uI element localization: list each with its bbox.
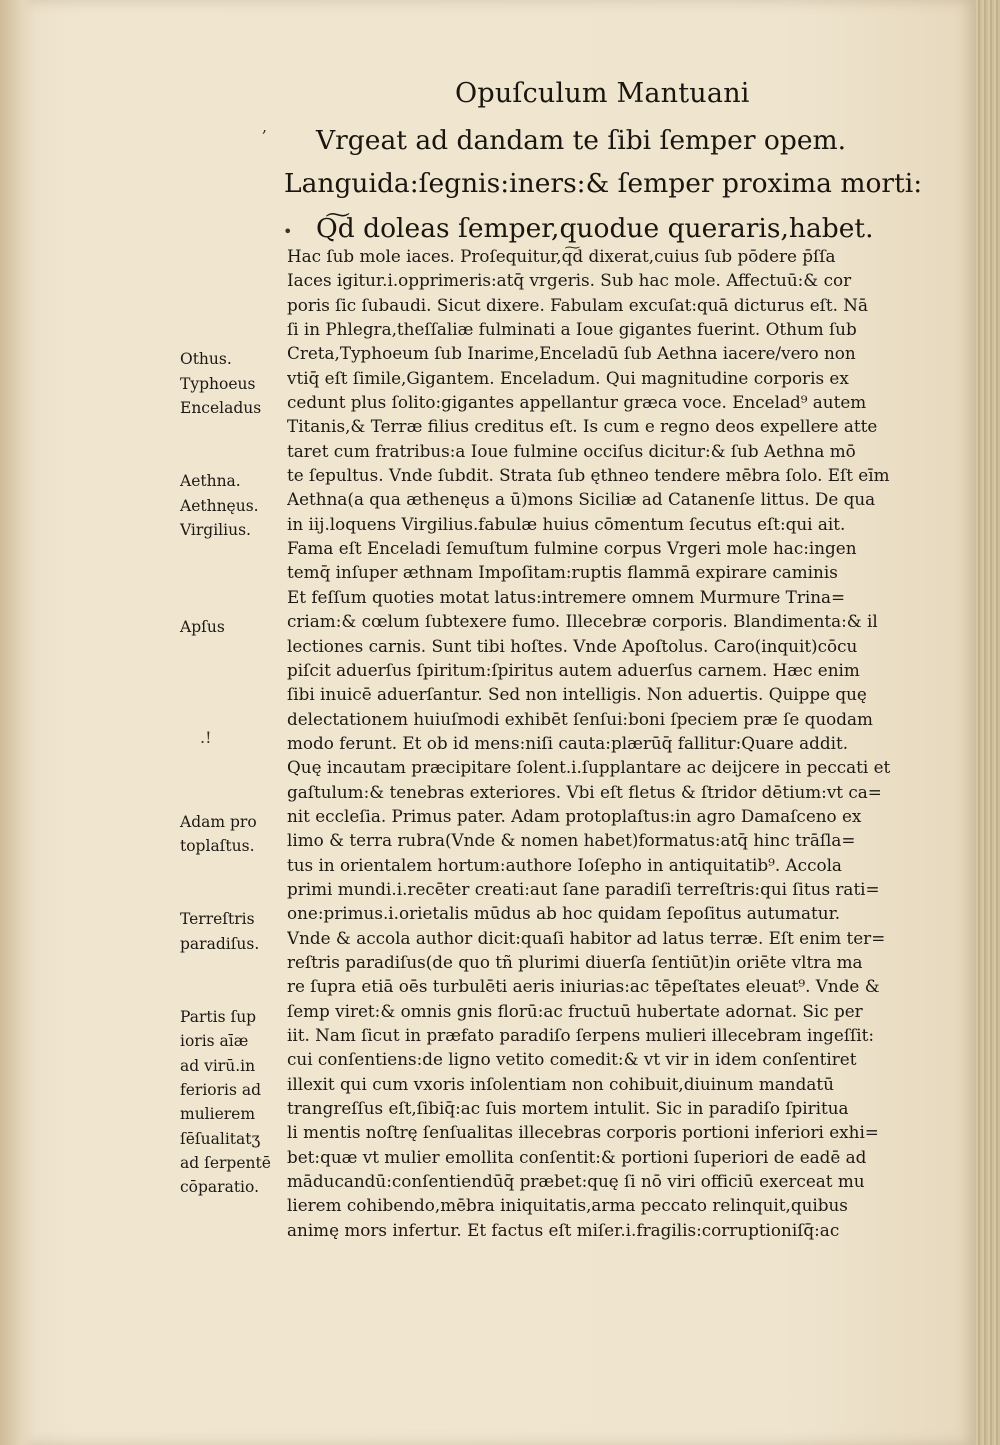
running-header: Opuſculum Mantuani bbox=[455, 78, 750, 109]
margin-note bbox=[180, 1005, 290, 1200]
page-edges bbox=[975, 0, 1000, 1445]
margin-note-line: ferioris ad bbox=[180, 1080, 262, 1099]
text-line: reſtris paradiſus(de quo tñ plurimi diuerſa ſentiūt)in oriēte vltra ma bbox=[287, 951, 863, 972]
text-line: temq̄ inſuper æthnam Impoſitam:ruptis flammā expirare caminis bbox=[287, 562, 838, 583]
text-line: limo & terra rubra(Vnde & nomen habet)formatus:atq̄ hinc trāſla= bbox=[287, 830, 856, 851]
text-line: Quę incautam præcipitare ſolent.i.ſupplantare ac deijcere in peccati et bbox=[287, 757, 891, 778]
printer-mark: , bbox=[262, 117, 268, 136]
text-line: primi mundi.i.recēter creati:aut ſane paradiſi terreſtris:qui ſitus rati= bbox=[287, 878, 880, 899]
text-line: trangreſſus eſt,ſibiq̄:ac ſuis mortem intulit. Sic in paradiſo ſpiritua bbox=[287, 1098, 849, 1119]
margin-note bbox=[180, 469, 290, 493]
text-line: Aethna(a qua æthenęus a ū)mons Siciliæ ad Catanenſe littus. De qua bbox=[287, 489, 876, 510]
margin-note-line: ioris aīæ bbox=[180, 1032, 249, 1051]
text-line: vtiq̄ eſt ſimile,Gigantem. Enceladum. Qui magnitudine corporis ex bbox=[287, 367, 849, 388]
text-line: one:primus.i.orietalis mūdus ab hoc quidam ſepoſitus autumatur. bbox=[287, 903, 841, 924]
text-line: lierem cohibendo,mēbra iniquitatis,arma peccato relinquit,quibus bbox=[287, 1195, 848, 1216]
text-line: Titanis,& Terræ filius creditus eſt. Is cum e regno deos expellere atte bbox=[287, 416, 878, 437]
text-line: lectiones carnis. Sunt tibi hoſtes. Vnde Apoſtolus. Caro(inquit)cōcu bbox=[287, 635, 858, 656]
text-line: illexit qui cum vxoris inſolentiam non cohibuit,diuinum mandatū bbox=[287, 1073, 834, 1094]
text-line: delectationem huiuſmodi exhibēt ſenſui:boni ſpeciem præ ſe quodam bbox=[287, 708, 873, 729]
text-line: Iaces igitur.i.opprimeris:atq̄ vrgeris. Sub hac mole. Affectuū:& cor bbox=[287, 270, 852, 291]
margin-note-line: Othus. bbox=[180, 350, 232, 369]
text-line: cui conſentiens:de ligno vetito comedit:& vt vir in idem conſentiret bbox=[287, 1049, 857, 1070]
text-line: animę mors infertur. Et factus eſt miſer.i.fragilis:corruptioniſq̄:ac bbox=[287, 1219, 840, 1240]
margin-note-line: Partis ſup bbox=[180, 1007, 257, 1026]
text-line: criam:& cœlum ſubtexere fumo. Illecebræ corporis. Blandimenta:& il bbox=[287, 611, 878, 632]
margin-note bbox=[180, 347, 290, 371]
printer-mark: • bbox=[283, 222, 293, 241]
margin-note-line: Apſus bbox=[180, 618, 225, 637]
text-line: ſemp viret:& omnis gnis florū:ac fructuū hubertate adornat. Sic per bbox=[287, 1000, 863, 1021]
text-line: Fama eſt Enceladi ſemuſtum fulmine corpus Vrgeri mole hac:ingen bbox=[287, 538, 857, 559]
text-line: piſcit aduerſus ſpiritum:ſpiritus autem aduerſus carnem. Hæc enim bbox=[287, 659, 860, 680]
margin-note-line: ad ſerpentē bbox=[180, 1153, 271, 1172]
margin-note bbox=[180, 396, 290, 420]
commentary-text bbox=[287, 244, 927, 1242]
printer-mark: .! bbox=[200, 728, 212, 747]
margin-note bbox=[180, 494, 290, 518]
text-line: te ſepultus. Vnde ſubdit. Strata ſub ęthneo tendere mēbra ſolo. Eſt eīm bbox=[287, 465, 890, 486]
margin-note bbox=[180, 810, 290, 859]
verse-line-2: Languida:ſegnis:iners:& ſemper proxima morti: bbox=[284, 168, 923, 199]
margin-note-line: ſēſualitatʒ bbox=[180, 1129, 261, 1148]
verse-line-1: Vrgeat ad dandam te ſibi ſemper opem. bbox=[316, 125, 847, 156]
text-line: gaſtulum:& tenebras exteriores. Vbi eſt fletus & ſtridor dētium:vt ca= bbox=[287, 781, 882, 802]
margin-note-line: Aethnęus. bbox=[180, 496, 259, 515]
text-line: Creta,Typhoeum ſub Inarime,Enceladū ſub Aethna iacere/vero non bbox=[287, 343, 856, 364]
margin-note-line: Adam pro bbox=[180, 813, 257, 832]
margin-note-line: Enceladus bbox=[180, 399, 262, 418]
margin-note-line: Typhoeus bbox=[180, 374, 256, 393]
text-line: nit eccleſia. Primus pater. Adam protoplaſtus:in agro Damaſceno ex bbox=[287, 805, 862, 826]
text-line: poris ſic ſubaudi. Sicut dixere. Fabulam excuſat:quā dicturus eſt. Nā bbox=[287, 294, 868, 315]
text-line: taret cum fratribus:a Ioue fulmine occiſus dicitur:& ſub Aethna mō bbox=[287, 440, 856, 461]
text-line: ſibi inuicē aduerſantur. Sed non intelligis. Non aduertis. Quippe quę bbox=[287, 684, 867, 705]
margin-note bbox=[180, 518, 290, 542]
margin-note-line: Terreſtris bbox=[180, 910, 255, 929]
margin-note bbox=[180, 372, 290, 396]
text-line: māducandū:conſentiendūq̄ præbet:quę ſi nō viri officiū exerceat mu bbox=[287, 1171, 865, 1192]
text-line: re ſupra etiā oēs turbulēti aeris iniurias:ac tēpeſtates eleuat⁹. Vnde & bbox=[287, 976, 880, 997]
text-line: ſi in Phlegra,theſſaliæ fulminati a Ioue gigantes fuerint. Othum ſub bbox=[287, 319, 857, 340]
margin-note-line: mulierem bbox=[180, 1105, 256, 1124]
margin-note-line: Virgilius. bbox=[180, 520, 251, 539]
text-line: Et feſſum quoties motat latus:intremere omnem Murmure Trina= bbox=[287, 586, 846, 607]
text-line: li mentis noſtrę ſenſualitas illecebras corporis portioni inferiori exhi= bbox=[287, 1122, 879, 1143]
verse-line-3: Q͠d doleas ſemper,quodue queraris,habet. bbox=[316, 213, 874, 244]
page-gutter bbox=[0, 0, 36, 1445]
text-line: Hac ſub mole iaces. Proſequitur,q͠d dixerat,cuius ſub pōdere p̄ſſa bbox=[287, 246, 836, 266]
text-line: in iij.loquens Virgilius.fabulæ huius cōmentum ſecutus eſt:qui ait. bbox=[287, 513, 846, 534]
text-line: bet:quæ vt mulier emollita conſentit:& portioni ſuperiori de eadē ad bbox=[287, 1146, 867, 1167]
margin-note-line: ad virū.in bbox=[180, 1056, 256, 1075]
margin-note-line: cōparatio. bbox=[180, 1178, 259, 1197]
text-line: modo ferunt. Et ob id mens:niſi cauta:plærūq̄ fallitur:Quare addit. bbox=[287, 732, 849, 753]
margin-note bbox=[180, 615, 290, 639]
margin-note-line: paradiſus. bbox=[180, 934, 260, 953]
margin-note bbox=[180, 907, 290, 956]
margin-note-line: toplaſtus. bbox=[180, 837, 255, 856]
text-line: tus in orientalem hortum:authore Ioſepho in antiquitatib⁹. Accola bbox=[287, 854, 842, 875]
text-line: iit. Nam ſicut in præfato paradiſo ſerpens mulieri illecebram ingeſſit: bbox=[287, 1025, 875, 1045]
text-line: cedunt plus ſolito:gigantes appellantur græca voce. Encelad⁹ autem bbox=[287, 392, 867, 413]
margin-note-line: Aethna. bbox=[180, 472, 241, 491]
text-line: Vnde & accola author dicit:quaſi habitor ad latus terræ. Eſt enim ter= bbox=[287, 927, 886, 948]
